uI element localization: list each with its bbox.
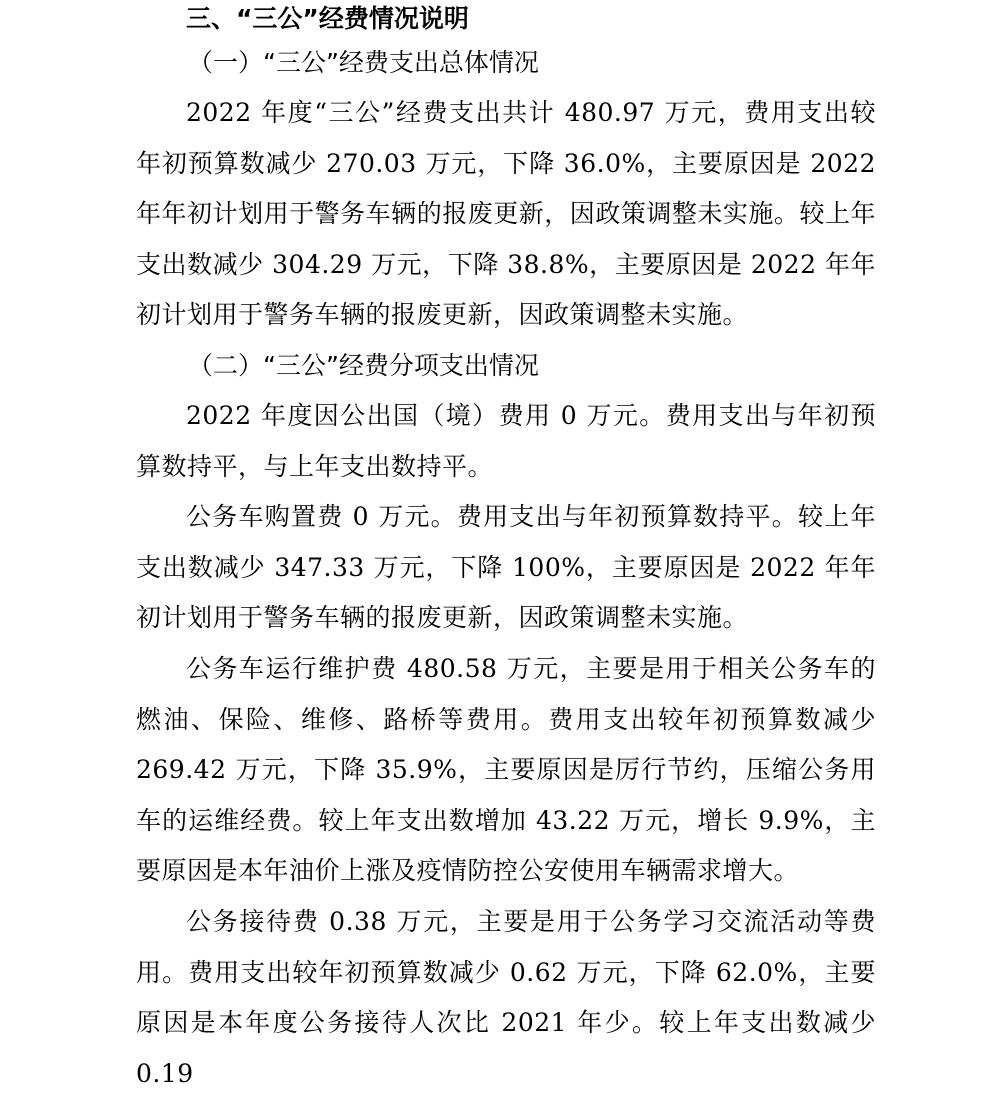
subsection-title-itemized: （二）“三公”经费分项支出情况 xyxy=(188,350,539,380)
section-heading: 三、“三公”经费情况说明 xyxy=(186,4,469,33)
paragraph-overall-spending: 2022 年度“三公”经费支出共计 480.97 万元，费用支出较年初预算数减少 270.03 万元，下降 36.0%，主要原因是 2022 年年初计划用于警务车辆的报废更新，因政策调整未实施。较上年支出数减少 304.29 万元，下降 38.8%，主要原因是 2022 年年初计划用于警务车辆的报废更新，因政策调整未实施。 xyxy=(136,98,876,330)
document-page xyxy=(136,0,876,1099)
paragraph-vehicle-purchase: 公务车购置费 0 万元。费用支出与年初预算数持平。较上年支出数减少 347.33 万元，下降 100%，主要原因是 2022 年年初计划用于警务车辆的报废更新，因政策调整未实施。 xyxy=(136,502,876,633)
paragraph-vehicle-operation: 公务车运行维护费 480.58 万元，主要是用于相关公务车的燃油、保险、维修、路桥等费用。费用支出较年初预算数减少 269.42 万元，下降 35.9%，主要原因是厉行节约，压缩公务用车的运维经费。较上年支出数增加 43.22 万元，增长 9.9%，主要原因是本年油价上涨及疫情防控公安使用车辆需求增大。 xyxy=(136,653,876,886)
paragraph-official-reception: 公务接待费 0.38 万元，主要是用于公务学习交流活动等费用。费用支出较年初预算数减少 0.62 万元，下降 62.0%，主要原因是本年度公务接待人次比 2021 年少。较上年支出数减少 0.19 xyxy=(136,906,876,1088)
paragraph-overseas-travel: 2022 年度因公出国（境）费用 0 万元。费用支出与年初预算数持平，与上年支出数持平。 xyxy=(136,400,876,481)
subsection-title-overall: （一）“三公”经费支出总体情况 xyxy=(188,48,539,77)
